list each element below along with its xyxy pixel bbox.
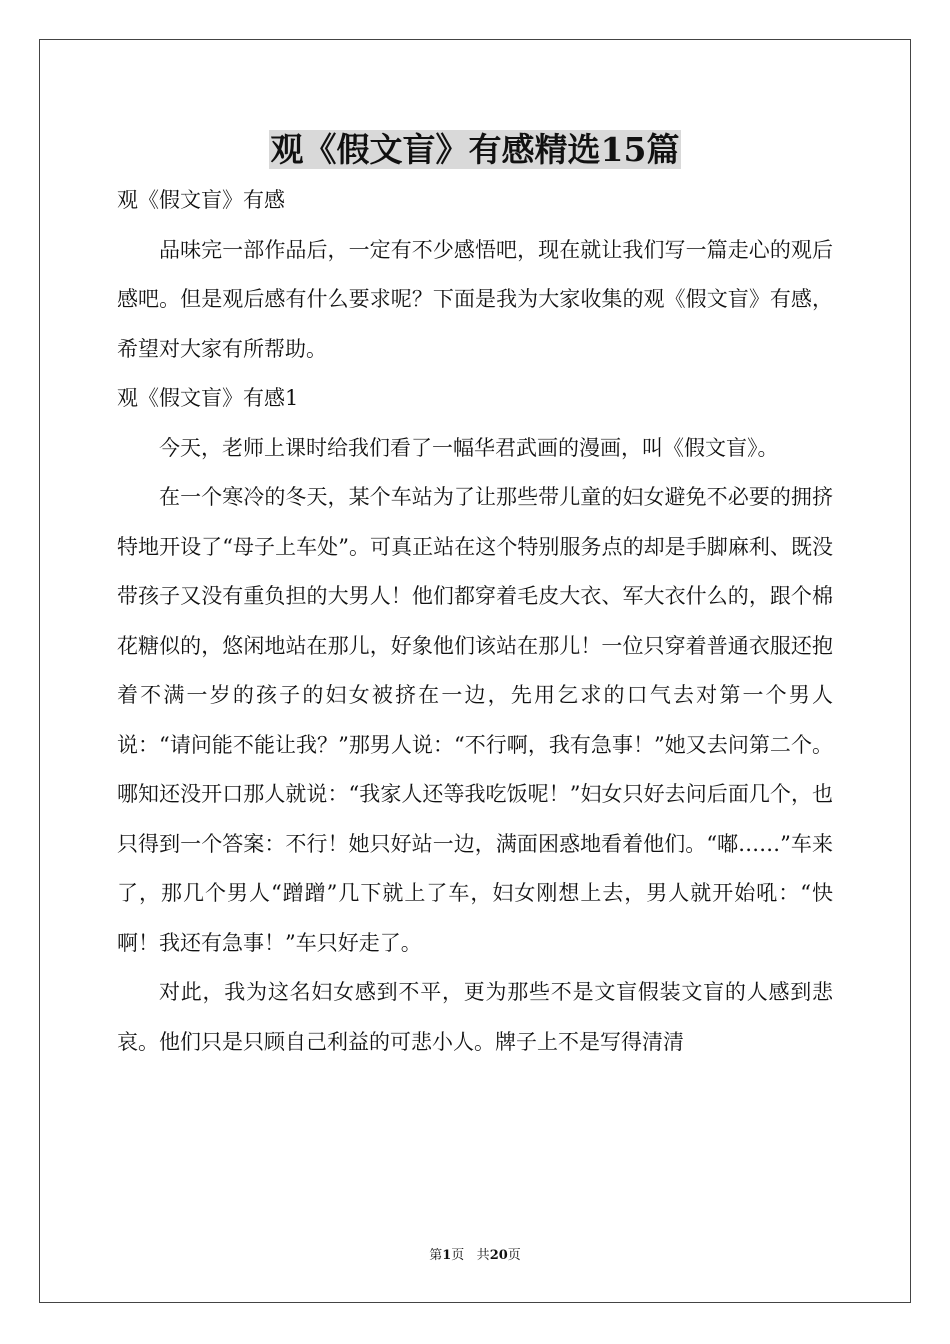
page-suffix: 页 [451, 1248, 465, 1263]
page-number: 1 [442, 1248, 452, 1263]
document-title [0, 124, 950, 176]
paragraph: 对此，我为这名妇女感到不平，更为那些不是文盲假装文盲的人感到悲哀。他们只是只顾自己利益的可悲小人。牌子上不是写得清清 [117, 980, 833, 1054]
paragraph: 在一个寒冷的冬天，某个车站为了让那些带儿童的妇女避免不必要的拥挤特地开设了“母子上车处”。可真正站在这个特别服务点的却是手脚麻利、既没带孩子又没有重负担的大男人！他们都穿着毛皮大衣、军大衣什么的，跟个棉花糖似的，悠闲地站在那儿，好象他们该站在那儿！一位只穿着普通衣服还抱着不满一岁的孩子的妇女被挤在一边，先用乞求的口气去对第一个男人说：“请问能不能让我？”那男人说：“不行啊，我有急事！”她又去问第二个。哪知还没开口那人就说：“我家人还等我吃饭呢！”妇女只好去问后面几个，也只得到一个答案：不行！她只好站一边，满面困惑地看着他们。“嘟……”车来了，那几个男人“蹭蹭”几下就上了车，妇女刚想上去，男人就开始吼：“快啊！我还有急事！”车只好走了。 [117, 485, 833, 955]
total-prefix: 共 [476, 1248, 490, 1263]
total-suffix: 页 [507, 1248, 521, 1263]
paragraph: 观《假文盲》有感1 [117, 386, 299, 410]
paragraph: 观《假文盲》有感 [117, 188, 285, 212]
page-prefix: 第 [429, 1248, 443, 1263]
document-title-text: 观《假文盲》有感精选15篇 [270, 130, 680, 169]
total-pages: 20 [489, 1248, 508, 1263]
paragraph: 今天，老师上课时给我们看了一幅华君武画的漫画，叫《假文盲》。 [159, 435, 779, 460]
document-body [117, 176, 833, 1067]
page-footer [0, 1244, 950, 1263]
paragraph: 品味完一部作品后，一定有不少感悟吧，现在就让我们写一篇走心的观后感吧。但是观后感有什么要求呢？下面是我为大家收集的观《假文盲》有感，希望对大家有所帮助。 [117, 237, 833, 361]
